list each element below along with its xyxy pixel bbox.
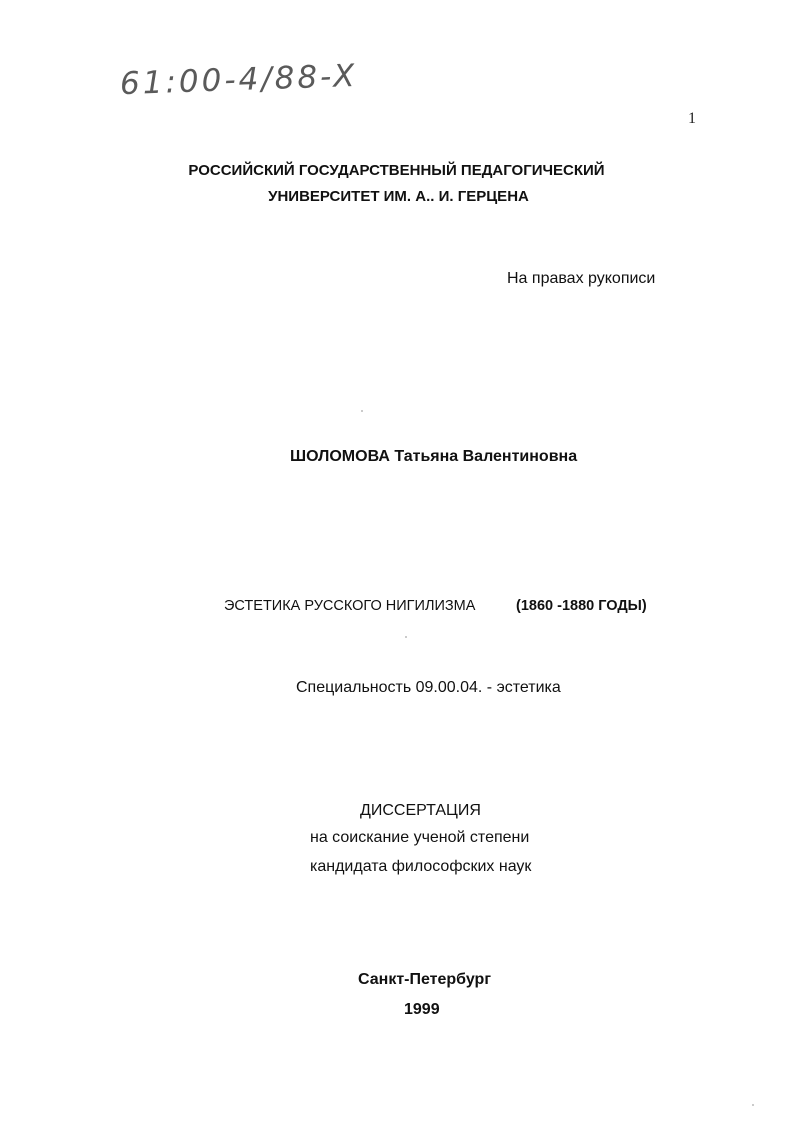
institution-header [0,158,793,210]
scan-speck [752,1104,754,1106]
page-number: 1 [688,110,696,127]
archive-code-handwritten: 61:00-4/88-X [119,57,359,103]
year: 1999 [404,1001,440,1018]
degree-line-2: на соискание ученой степени [310,829,530,846]
place-name: Санкт-Петербург [358,971,491,988]
scan-speck [405,636,407,638]
author-name: ШОЛОМОВА Татьяна Валентиновна [290,448,578,465]
manuscript-note: На правах рукописи [507,270,656,287]
scan-speck [361,410,363,412]
institution-line-1: РОССИЙСКИЙ ГОСУДАРСТВЕННЫЙ ПЕДАГОГИЧЕСКИЙ [188,162,605,179]
degree-line-3: кандидата философских наук [310,858,532,875]
thesis-years: (1860 -1880 ГОДЫ) [516,598,647,614]
specialty-line: Специальность 09.00.04. - эстетика [296,679,561,696]
thesis-title: ЭСТЕТИКА РУССКОГО НИГИЛИЗМА [224,598,476,614]
institution-line-2: УНИВЕРСИТЕТ ИМ. А.. И. ГЕРЦЕНА [268,188,529,205]
degree-type: ДИССЕРТАЦИЯ [360,802,481,819]
